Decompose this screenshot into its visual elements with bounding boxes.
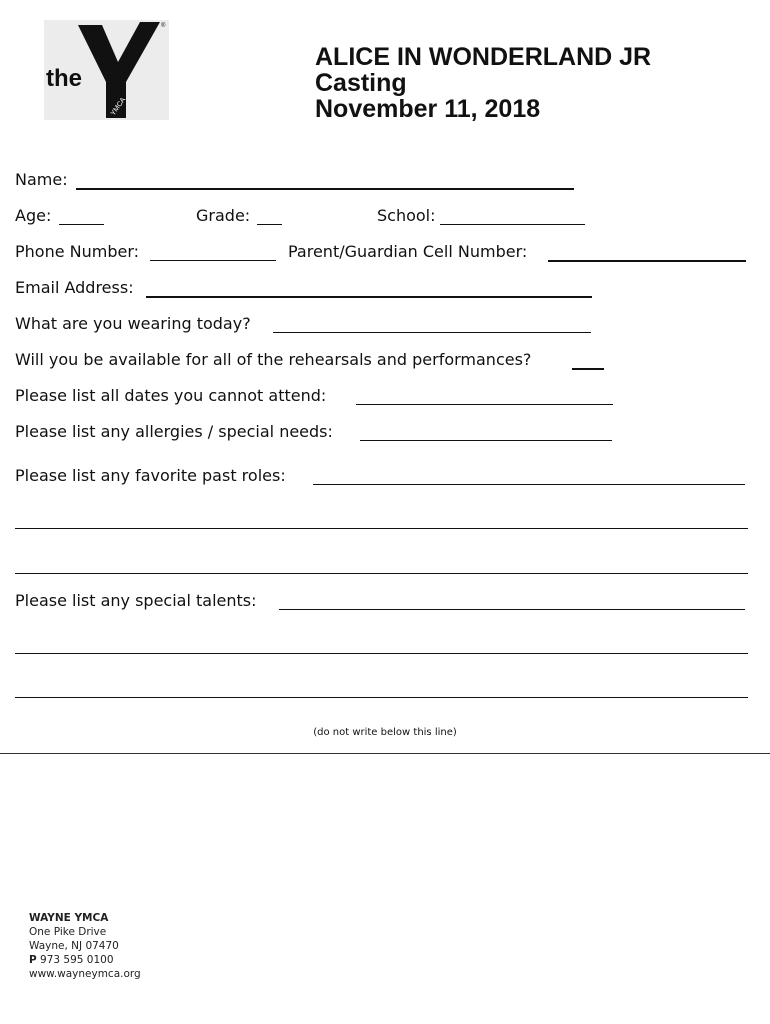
available-field[interactable]	[572, 368, 604, 370]
name-field[interactable]	[76, 188, 574, 190]
age-grade-school-row	[15, 206, 755, 230]
allergies-label: Please list any allergies / special needs:	[15, 422, 333, 441]
available-row	[15, 350, 755, 374]
logo-registered-mark: ®	[161, 23, 166, 29]
talents-extra-line-1[interactable]	[15, 653, 748, 654]
address-org: WAYNE YMCA	[29, 912, 109, 924]
age-field[interactable]	[59, 224, 104, 225]
address-street: One Pike Drive	[29, 926, 107, 938]
logo-ymca-text: YMCA	[109, 96, 128, 118]
wearing-row	[15, 314, 755, 338]
address-website: www.wayneymca.org	[29, 968, 141, 980]
parent-phone-label: Parent/Guardian Cell Number:	[288, 242, 528, 261]
address-city: Wayne, NJ 07470	[29, 940, 119, 952]
roles-row	[15, 466, 755, 490]
school-field[interactable]	[440, 224, 585, 225]
email-label: Email Address:	[15, 278, 134, 297]
talents-extra-line-2[interactable]	[15, 697, 748, 698]
wearing-field[interactable]	[273, 332, 591, 333]
logo-the-text: the	[46, 65, 82, 92]
title-line-1: ALICE IN WONDERLAND JR	[315, 43, 652, 71]
phone-prefix: P	[29, 954, 37, 966]
email-field[interactable]	[146, 296, 592, 298]
title-line-2: Casting	[315, 69, 407, 97]
school-label: School:	[377, 206, 436, 225]
email-row	[15, 278, 755, 302]
allergies-field[interactable]	[360, 440, 612, 441]
office-use-divider	[0, 753, 770, 754]
grade-label: Grade:	[196, 206, 251, 225]
title-line-3: November 11, 2018	[315, 95, 541, 123]
age-label: Age:	[15, 206, 52, 225]
phone-row	[15, 242, 755, 266]
wearing-label: What are you wearing today?	[15, 314, 251, 333]
address-block	[29, 911, 141, 981]
office-use-note: (do not write below this line)	[313, 727, 457, 738]
dates-label: Please list all dates you cannot attend:	[15, 386, 327, 405]
roles-extra-line-1[interactable]	[15, 528, 748, 529]
ymca-logo	[44, 20, 169, 120]
roles-field[interactable]	[313, 484, 745, 485]
name-label: Name:	[15, 170, 68, 189]
dates-row	[15, 386, 755, 410]
address-phone-line	[29, 953, 141, 967]
page-title	[315, 44, 651, 122]
available-label: Will you be available for all of the rehearsals and performances?	[15, 350, 532, 369]
talents-row	[15, 591, 755, 615]
roles-extra-line-2[interactable]	[15, 573, 748, 574]
allergies-row	[15, 422, 755, 446]
parent-phone-field[interactable]	[548, 260, 746, 262]
grade-field[interactable]	[257, 224, 282, 225]
talents-field[interactable]	[279, 609, 745, 610]
dates-field[interactable]	[356, 404, 613, 405]
talents-label: Please list any special talents:	[15, 591, 257, 610]
address-phone: 973 595 0100	[40, 954, 114, 966]
phone-field[interactable]	[150, 260, 276, 261]
phone-label: Phone Number:	[15, 242, 140, 261]
roles-label: Please list any favorite past roles:	[15, 466, 286, 485]
